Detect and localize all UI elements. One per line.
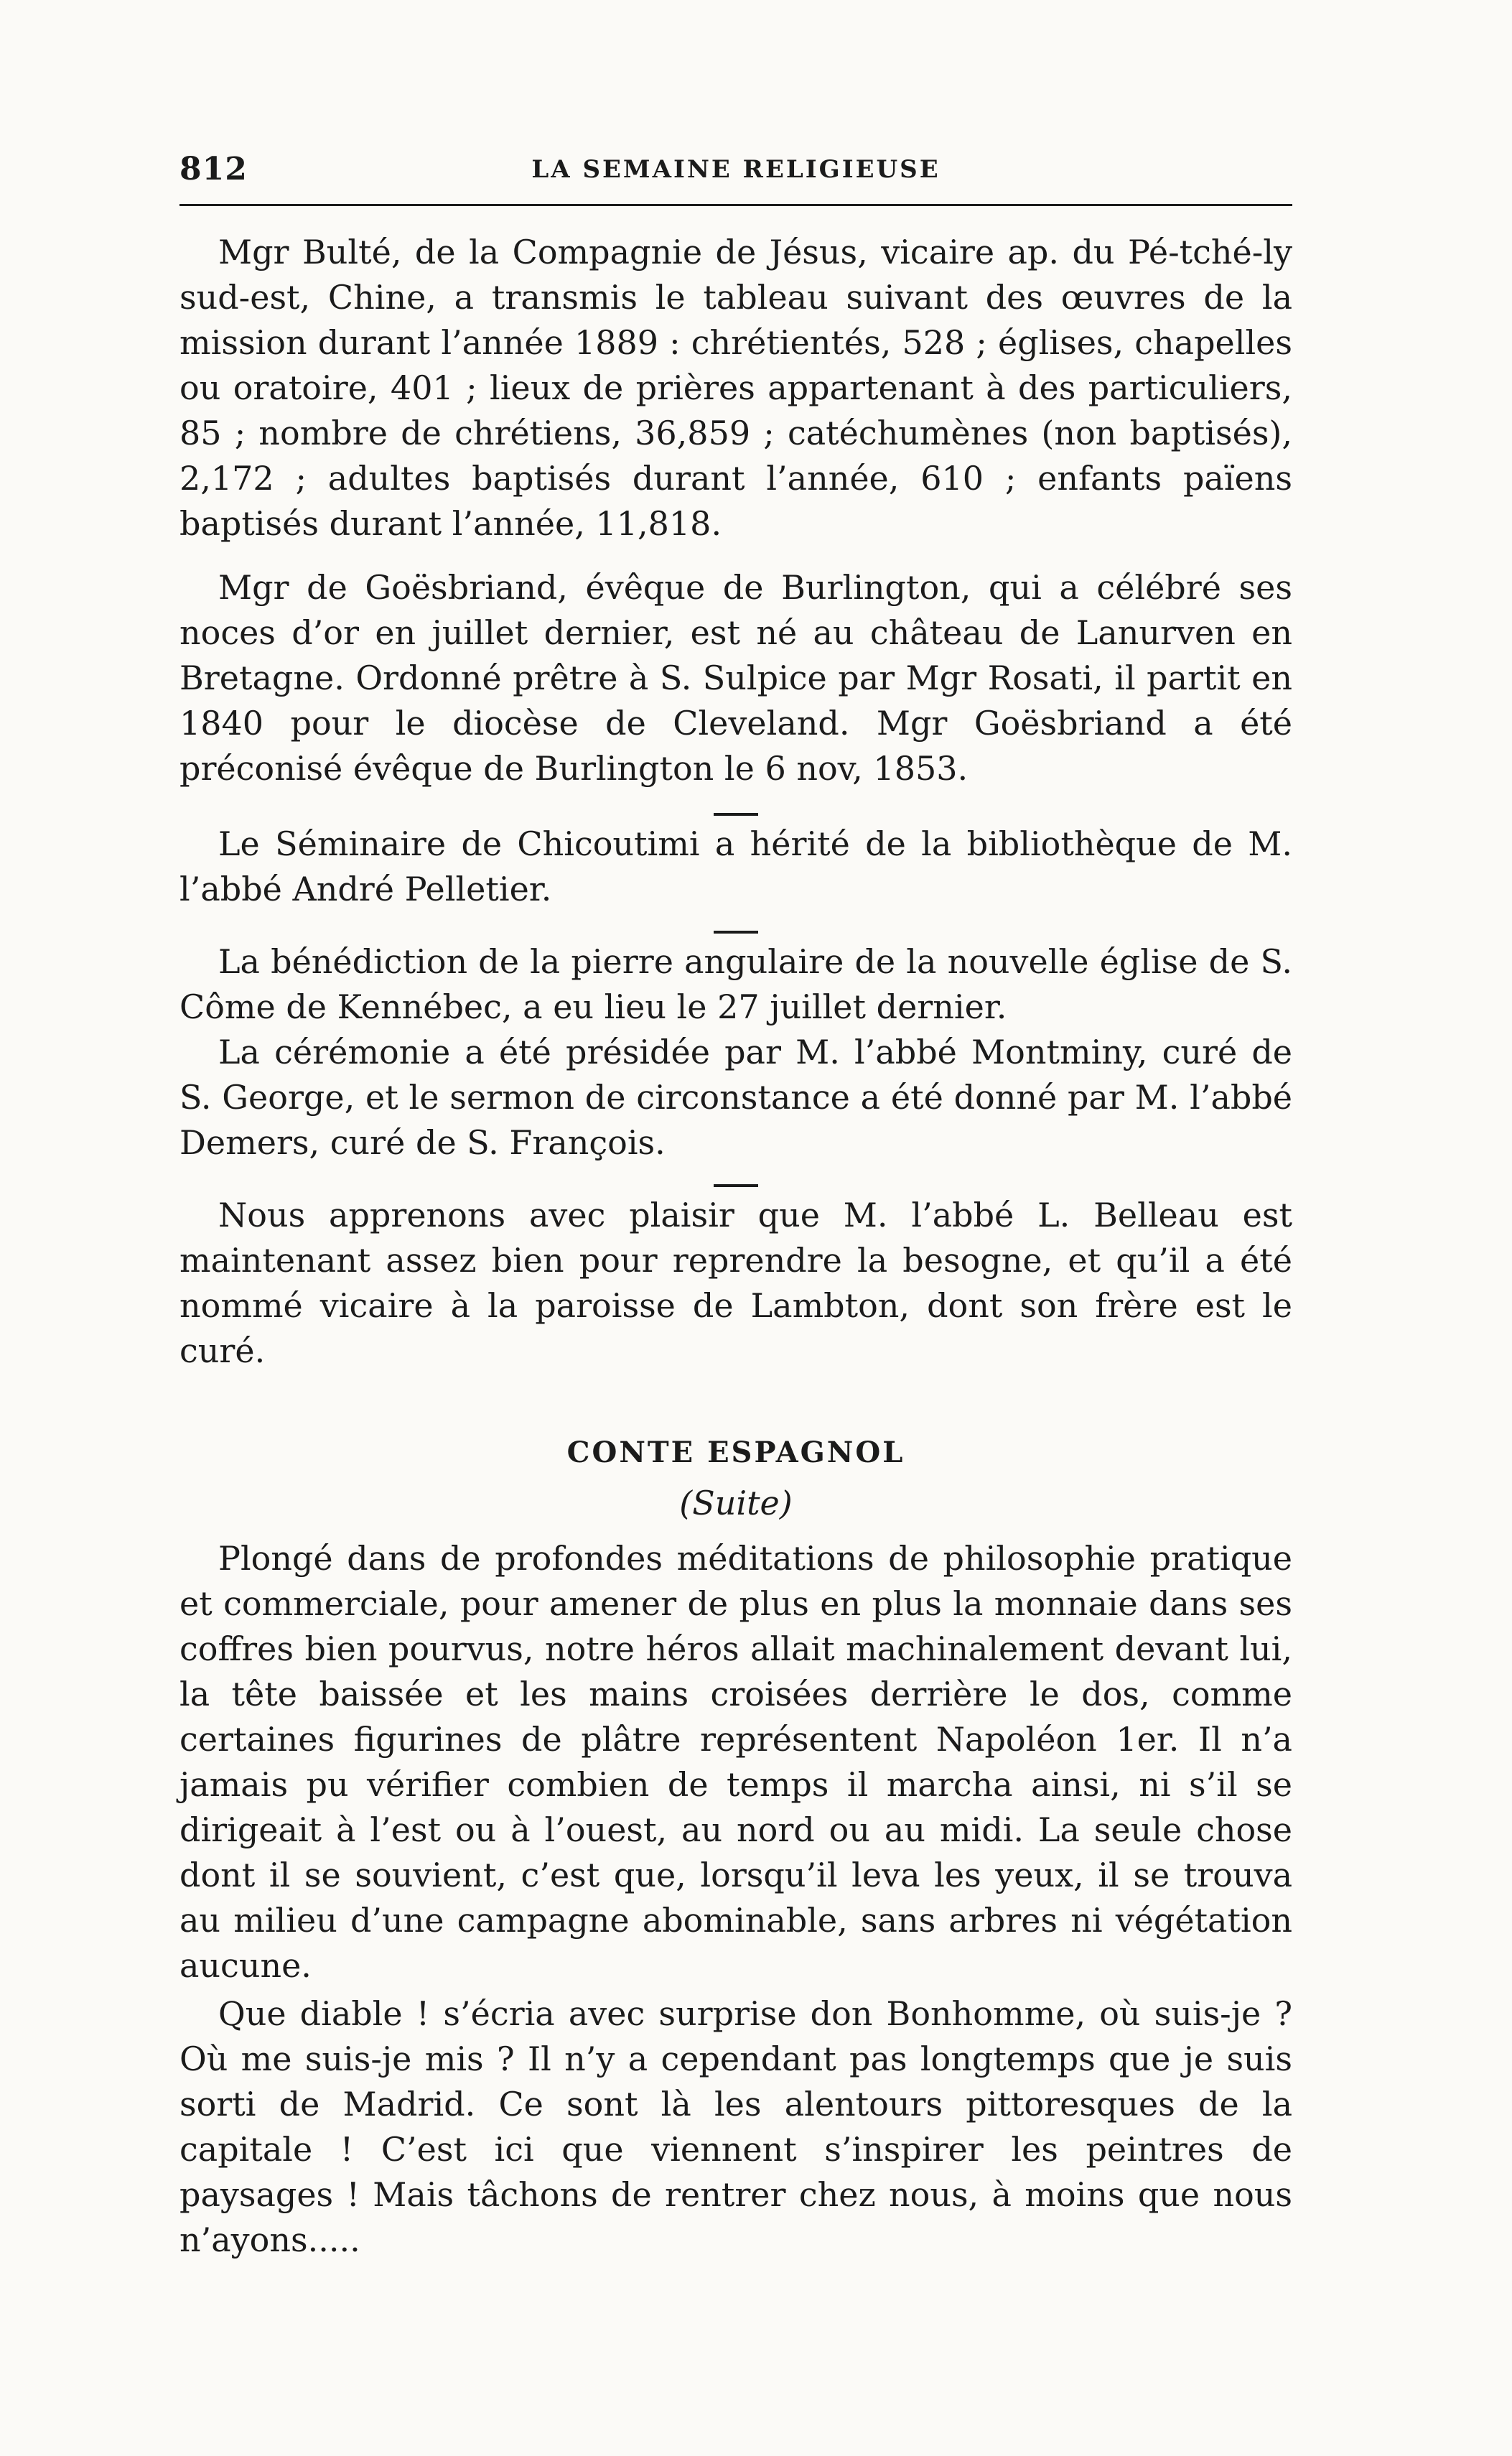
story-paragraph: Plongé dans de profondes méditations de philosophie pratique et commerciale, pour amener de plus en plus la monnaie dans ses coffres bien pourvus, notre héros allait machinalement devant lui, la tête baissée et les mains croisées derrière le dos, comme certaines figurines de plâtre représentent Napoléon 1er. Il n’a jamais pu vérifier combien de temps il marcha ainsi, ni s’il se dirigeait à l’est ou à l’ouest, au nord ou au midi. La seule chose dont il se souvient, c’est que, lorsqu’il leva les yeux, il se trouva au milieu d’une campagne abominable, sans arbres ni végétation aucune. (179, 1539, 1292, 1985)
story-subtitle: (Suite) (679, 1484, 793, 1522)
page-header (179, 151, 1292, 194)
news-item-goesbriand: Mgr de Goësbriand, évêque de Burlington, qui a célébré ses noces d’or en juillet dernier, est né au château de Lanurven en Bretagne. Ordonné prêtre à S. Sulpice par Mgr Rosati, il partit en 1840 pour le diocèse de Cleveland. Mgr Goësbriand a été préconisé évêque de Burlington le 6 nov, 1853. (179, 568, 1292, 788)
separator-rule (714, 1184, 758, 1187)
news-item-chicoutimi: Le Séminaire de Chicoutimi a hérité de la bibliothèque de M. l’abbé André Pelletier. (179, 824, 1292, 908)
story-body (179, 1536, 1292, 2263)
running-title: LA SEMAINE RELIGIEUSE (531, 155, 941, 184)
page-body (179, 230, 1292, 2266)
news-item-belleau: Nous apprenons avec plaisir que M. l’abbé L. Belleau est maintenant assez bien pour reprendre la besogne, et qu’il a été nommé vicaire à la paroisse de Lambton, dont son frère est le curé. (179, 1196, 1292, 1370)
news-item-mission-report: Mgr Bulté, de la Compagnie de Jésus, vicaire ap. du Pé-tché-ly sud-est, Chine, a transmis le tableau suivant des œuvres de la mission durant l’année 1889 : chrétientés, 528 ; églises, chapelles ou oratoire, 401 ; lieux de prières appartenant à des particuliers, 85 ; nombre de chrétiens, 36,859 ; catéchumènes (non baptisés), 2,172 ; adultes baptisés durant l’année, 610 ; enfants païens baptisés durant l’année, 11,818. (179, 233, 1292, 543)
separator-rule (714, 931, 758, 934)
separator-rule (714, 813, 758, 816)
story-paragraph: Que diable ! s’écria avec surprise don Bonhomme, où suis-je ? Où me suis-je mis ? Il n’y a cependant pas longtemps que je suis sorti de Madrid. Ce sont là les alentours pittoresques de la capitale ! C’est ici que viennent s’inspirer les peintres de paysages ! Mais tâchons de rentrer chez nous, à moins que nous n’ayons..... (179, 1994, 1292, 2259)
page-number: 812 (179, 151, 248, 187)
story-title: CONTE ESPAGNOL (566, 1436, 905, 1469)
header-rule (179, 204, 1292, 206)
news-item-ceremony: La cérémonie a été présidée par M. l’abbé Montminy, curé de S. George, et le sermon de circonstance a été donné par M. l’abbé Demers, curé de S. François. (179, 1033, 1292, 1162)
news-item-kennebec: La bénédiction de la pierre angulaire de la nouvelle église de S. Côme de Kennébec, a eu lieu le 27 juillet dernier. (179, 942, 1292, 1026)
